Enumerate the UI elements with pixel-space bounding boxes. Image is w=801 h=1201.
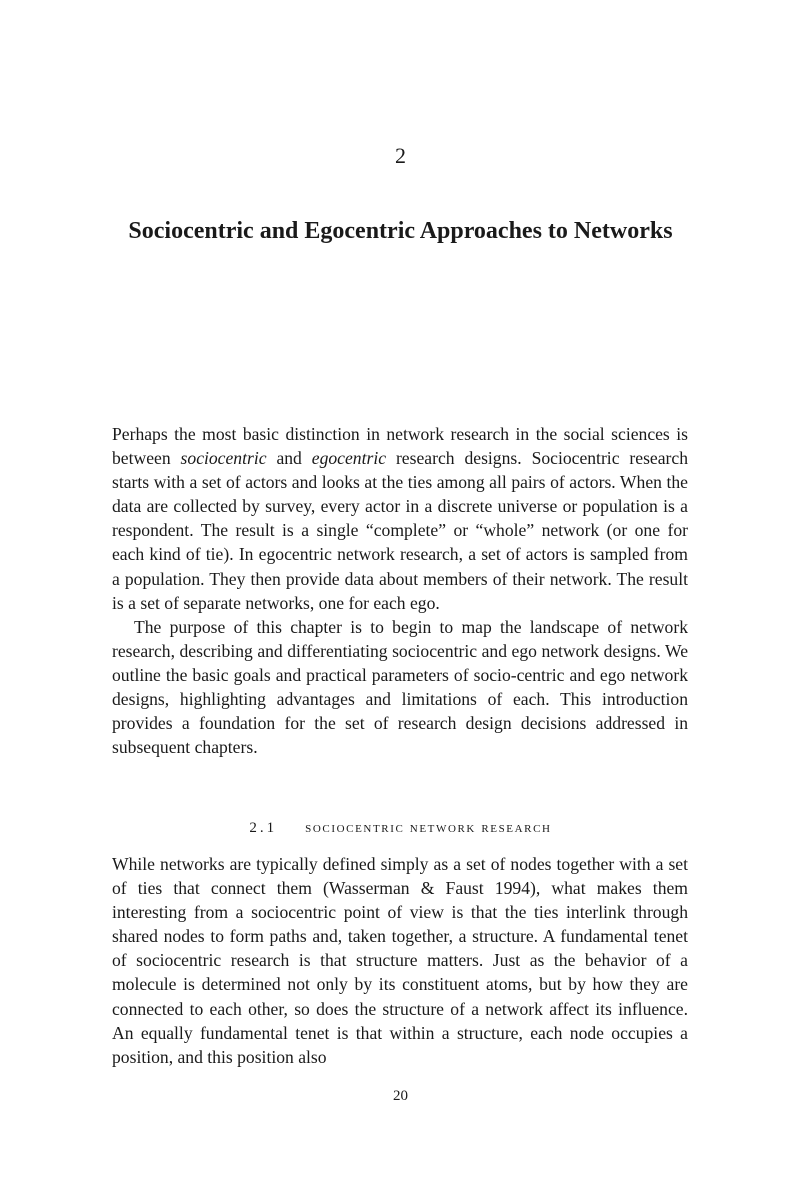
page-number: 20 [393, 1088, 408, 1104]
section-paragraph-1: While networks are typically defined simply as a set of nodes together with a set of ties that connect them (Wasserman & Faust 1994), what makes them interesting from a sociocentric point of view is that the ties interlink through shared nodes to form paths and, taken together, a structure. A fundamental tenet of sociocentric research is that structure matters. Just as the behavior of a molecule is determined not only by its constituent atoms, but by how they are connected to each other, so does the structure of a network affect its influence. An equally fundamental tenet is that within a structure, each node occupies a position, and this position also [112, 854, 688, 1067]
chapter-number: 2 [395, 143, 406, 168]
section-title: sociocentric network research [305, 820, 552, 836]
section-heading [0, 818, 801, 838]
intro-p1-text-a: Perhaps the most basic distinction in network research in the social sciences is between [112, 424, 688, 469]
section-text [112, 852, 688, 1069]
intro-text [112, 422, 688, 759]
intro-p1-text-c: research designs. Sociocentric research starts with a set of actors and looks at the ties among all pairs of actors. When the data are collected by survey, every actor in a discrete universe or population is a respondent. The result is a single “complete” or “whole” network (or one for each kind of tie). In egocentric network research, a set of actors is sampled from a population. They then provide data about members of their network. The result is a set of separate networks, one for each ego. [112, 448, 689, 613]
term-sociocentric: sociocentric [180, 448, 267, 469]
chapter-title: Sociocentric and Egocentric Approaches to Networks [128, 218, 673, 244]
intro-p1-text-b: and [266, 448, 312, 469]
intro-paragraph-1 [112, 422, 688, 615]
term-egocentric: egocentric [311, 448, 387, 469]
intro-paragraph-2: The purpose of this chapter is to begin to map the landscape of network research, describing and differentiating sociocentric and ego network designs. We outline the basic goals and practical parameters of socio-centric and ego network designs, highlighting advantages and limitations of each. This introduction provides a foundation for the set of research design decisions addressed in subsequent chapters. [112, 616, 688, 758]
section-number: 2.1 [249, 820, 278, 836]
